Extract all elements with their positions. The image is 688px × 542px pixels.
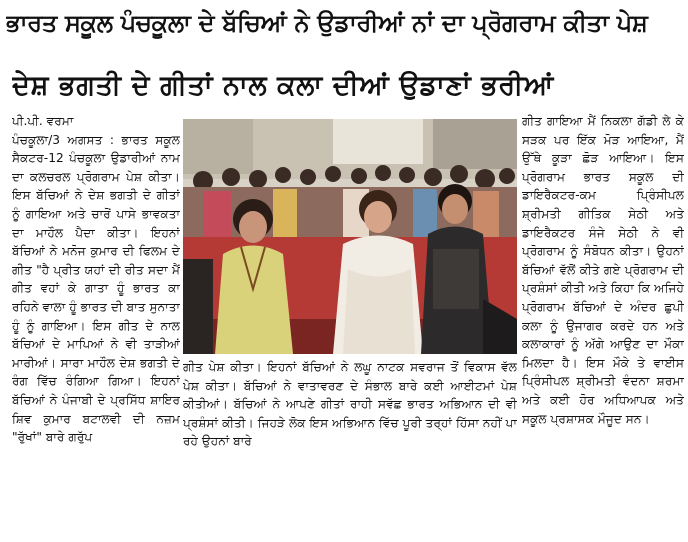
article-column-middle [183,358,517,542]
article-column-left [12,112,180,542]
headline: ਭਾਰਤ ਸਕੂਲ ਪੰਚਕੂਲਾ ਦੇ ਬੱਚਿਆਂ ਨੇ ਉਡਾਰੀਆਂ ਨਾਂ ਦਾ ਪ੍ਰੋਗਰਾਮ ਕੀਤਾ ਪੇਸ਼ [6,9,648,37]
article-text-left: ਪੰਚਕੂਲਾ/3 ਅਗਸਤ : ਭਾਰਤ ਸਕੂਲ ਸੈਕਟਰ-12 ਪੰਚਕੂਲਾ ਉਡਾਰੀਆਂ ਨਾਮ ਦਾ ਕਲਚਰਲ ਪ੍ਰੋਗਰਾਮ ਪੇਸ਼ ਕੀਤਾ। ਇਸ ਬੱਚਿਆਂ ਨੇ ਦੇਸ਼ ਭਗਤੀ ਦੇ ਗੀਤਾਂ ਨੂੰ ਗਾਇਆ ਅਤੇ ਚਾਰੋਂ ਪਾਸੇ ਭਾਵਕਤਾ ਦਾ ਮਾਹੌਲ ਪੈਦਾ ਕੀਤਾ। ਇਹਨਾਂ ਬੱਚਿਆਂ ਨੇ ਮਨੋਜ ਕੁਮਾਰ ਦੀ ਫਿਲਮ ਦੇ ਗੀਤ "ਹੈ ਪ੍ਰੀਤ ਯਹਾਂ ਦੀ ਰੀਤ ਸਦਾ ਮੈਂ ਗੀਤ ਵਹਾਂ ਕੇ ਗਾਤਾ ਹੂੰ ਭਾਰਤ ਕਾ ਰਹਿਨੇ ਵਾਲਾ ਹੂੰ ਭਾਰਤ ਦੀ ਬਾਤ ਸੁਨਾਤਾ ਹੂੰ ਨੂੰ ਗਾਇਆ। ਇਸ ਗੀਤ ਦੇ ਨਾਲ ਬੱਚਿਆਂ ਦੇ ਮਾਪਿਆਂ ਨੇ ਵੀ ਤਾੜੀਆਂ ਮਾਰੀਆਂ। ਸਾਰਾ ਮਾਹੌਲ ਦੇਸ਼ ਭਗਤੀ ਦੇ ਰੰਗ ਵਿੱਚ ਰੰਗਿਆ ਗਿਆ। ਇਹਨਾਂ ਬੱਚਿਆਂ ਨੇ ਪੰਜਾਬੀ ਦੇ ਪ੍ਰਸਿੱਧ ਸ਼ਾਇਰ ਸ਼ਿਵ ਕੁਮਾਰ ਬਟਾਲਵੀ ਦੀ ਨਜ਼ਮ "ਰੁੱਖਾਂ" ਬਾਰੇ ਗਰੁੱਪ [12,132,180,445]
article-text-middle: ਗੀਤ ਪੇਸ਼ ਕੀਤਾ। ਇਹਨਾਂ ਬੱਚਿਆਂ ਨੇ ਲਘੂ ਨਾਟਕ ਸਵਰਾਜ ਤੋਂ ਵਿਕਾਸ ਵੱਲ ਪੇਸ਼ ਕੀਤਾ। ਬੱਚਿਆਂ ਨੇ ਵਾਤਾਵਰਣ ਦੇ ਸੰਭਾਲ ਬਾਰੇ ਕਈ ਆਈਟਮਾਂ ਪੇਸ਼ ਕੀਤੀਆਂ। ਬੱਚਿਆਂ ਨੇ ਆਪਣੇ ਗੀਤਾਂ ਰਾਹੀ ਸਵੱਛ ਭਾਰਤ ਅਭਿਆਨ ਦੀ ਵੀ ਪ੍ਰਸ਼ੰਸਾਂ ਕੀਤੀ। ਜਿਹੜੇ ਲੋਕ ਇਸ ਅਭਿਆਨ ਵਿੱਚ ਪੂਰੀ ਤਰ੍ਹਾਂ ਹਿੱਸਾ ਨਹੀਂ ਪਾ ਰਹੇ ਉਹਨਾਂ ਬਾਰੇ [183,360,517,449]
article-column-right [522,112,684,542]
article-text-right: ਗੀਤ ਗਾਇਆ ਮੈਂ ਨਿਕਲਾ ਗੱਡੀ ਲੇ ਕੇ ਸੜਕ ਪਰ ਇੱਕ ਮੋੜ ਆਇਆ, ਮੈਂ ਉੱਥੇ ਕੂੜਾ ਛੋੜ ਆਇਆ। ਇਸ ਪ੍ਰੋਗਰਾਮ ਭਾਰਤ ਸਕੂਲ ਦੀ ਡਾਇਰੈਕਟਰ-ਕਮ ਪ੍ਰਿੰਸੀਪਲ ਸ਼੍ਰੀਮਤੀ ਗੀਤਿਕ ਸੇਠੀ ਅਤੇ ਡਾਇਰੈਕਟਰ ਸੰਜੇ ਸੇਠੀ ਨੇ ਵੀ ਪ੍ਰੋਗਰਾਮ ਨੂੰ ਸੰਬੋਧਨ ਕੀਤਾ। ਉਹਨਾਂ ਬੱਚਿਆਂ ਵੱਲੋਂ ਕੀਤੇ ਗਏ ਪ੍ਰੋਗਰਾਮ ਦੀ ਪ੍ਰਸ਼ੰਸਾਂ ਕੀਤੀ ਅਤੇ ਕਿਹਾ ਕਿ ਅਜਿਹੇ ਪ੍ਰੋਗਰਾਮ ਬੱਚਿਆਂ ਦੇ ਅੰਦਰ ਛੁਪੀ ਕਲਾ ਨੂੰ ਉਜਾਗਰ ਕਰਦੇ ਹਨ ਅਤੇ ਕਲਾਕਾਰਾਂ ਨੂੰ ਅੱਗੇ ਆਉਣ ਦਾ ਮੌਕਾ ਮਿਲਦਾ ਹੈ। ਇਸ ਮੌਕੇ ਤੇ ਵਾਈਸ ਪ੍ਰਿੰਸੀਪਲ ਸ਼੍ਰੀਮਤੀ ਵੰਦਨਾ ਸ਼ਰਮਾ ਅਤੇ ਕਈ ਹੋਰ ਅਧਿਆਪਕ ਅਤੇ ਸਕੂਲ ਪ੍ਰਸ਼ਾਸਕ ਮੌਜੂਦ ਸਨ। [522,114,684,426]
byline: ਪੀ.ਪੀ. ਵਰਮਾ [12,114,74,128]
subheadline: ਦੇਸ਼ ਭਗਤੀ ਦੇ ਗੀਤਾਂ ਨਾਲ ਕਲਾ ਦੀਆਂ ਉਡਾਣਾਂ ਭਰੀਆਂ [12,70,554,101]
event-photo [183,119,517,354]
